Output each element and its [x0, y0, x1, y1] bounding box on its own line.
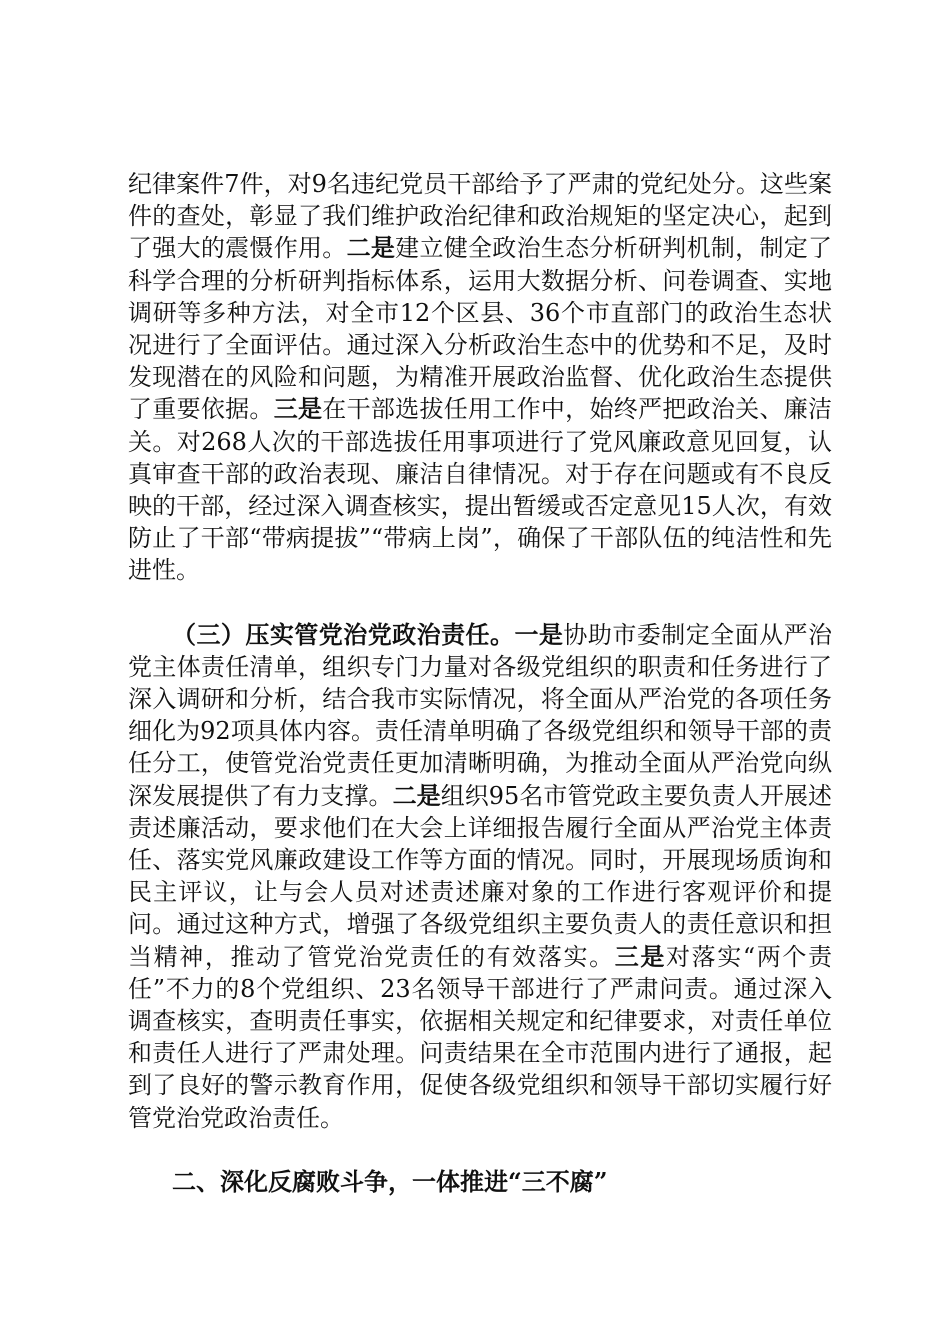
bold-lead-er-shi: 二是 [346, 233, 396, 263]
paragraph-continued [128, 168, 832, 587]
bold-subheading-san: （三）压实管党治党政治责任。一是 [172, 619, 564, 649]
bold-lead-er-shi: 二是 [392, 780, 441, 810]
text-run: 协助市委制定全面从严治党主体责任清单，组织专门力量对各级党组织的职责和任务进行了深入调研和分析，结合我市实际情况，将全面从严治党的各项任务细化为92项具体内容。责任清单明确了各级党组织和领导干部的责任分工，使管党治党责任更加清晰明确，为推动全面从严治党向纵深发展提供了有力支撑。 [128, 620, 833, 810]
section-heading: 二、深化反腐败斗争，一体推进“三不腐” [172, 1166, 608, 1196]
text-run: 纪律案件7件，对9名违纪党员干部给予了严肃的党纪处分。这些案件的查处，彰显了我们维护政治纪律和政治规矩的坚定决心，起到了强大的震慑作用。 [128, 170, 832, 263]
text-run: 组织95名市管党政主要负责人开展述责述廉活动，要求他们在大会上详细报告履行全面从严治党主体责任、落实党风廉政建设工作等方面的情况。同时，开展现场质询和民主评议，让与会人员对述责述廉对象的工作进行客观评价和提问。通过这种方式，增强了各级党组织主要负责人的责任意识和担当精神，推动了管党治党责任的有效落实。 [128, 781, 833, 971]
text-run: 对落实“两个责任”不力的8个党组织、23名领导干部进行了严肃问责。通过深入调查核实，查明责任事实，依据相关规定和纪律要求，对责任单位和责任人进行了严肃处理。问责结果在全市范围内进行了通报，起到了良好的警示教育作用，促使各级党组织和领导干部切实履行好管党治党政治责任。 [128, 942, 833, 1132]
paragraph-gap [128, 1134, 832, 1166]
paragraph-responsibility [128, 619, 832, 1134]
document-page [128, 168, 832, 1198]
text-run: 在干部选拔任用工作中，始终严把政治关、廉洁关。对268人次的干部选拔任用事项进行了党风廉政意见回复，认真审查干部的政治表现、廉洁自律情况。对于存在问题或有不良反映的干部，经过深入调查核实，提出暂缓或否定意见15人次，有效防止了干部“带病提拔”“带病上岗”，确保了干部队伍的纯洁性和先进性。 [128, 395, 833, 585]
text-run: 建立健全政治生态分析研判机制，制定了科学合理的分析研判指标体系，运用大数据分析、问卷调查、实地调研等多种方法，对全市12个区县、36个市直部门的政治生态状况进行了全面评估。通过深入分析政治生态中的优势和不足，及时发现潜在的风险和问题，为精准开展政治监督、优化政治生态提供了重要依据。 [128, 234, 833, 424]
bold-lead-san-shi: 三是 [273, 394, 323, 424]
bold-lead-san-shi: 三是 [614, 941, 667, 971]
paragraph-gap [128, 587, 832, 619]
